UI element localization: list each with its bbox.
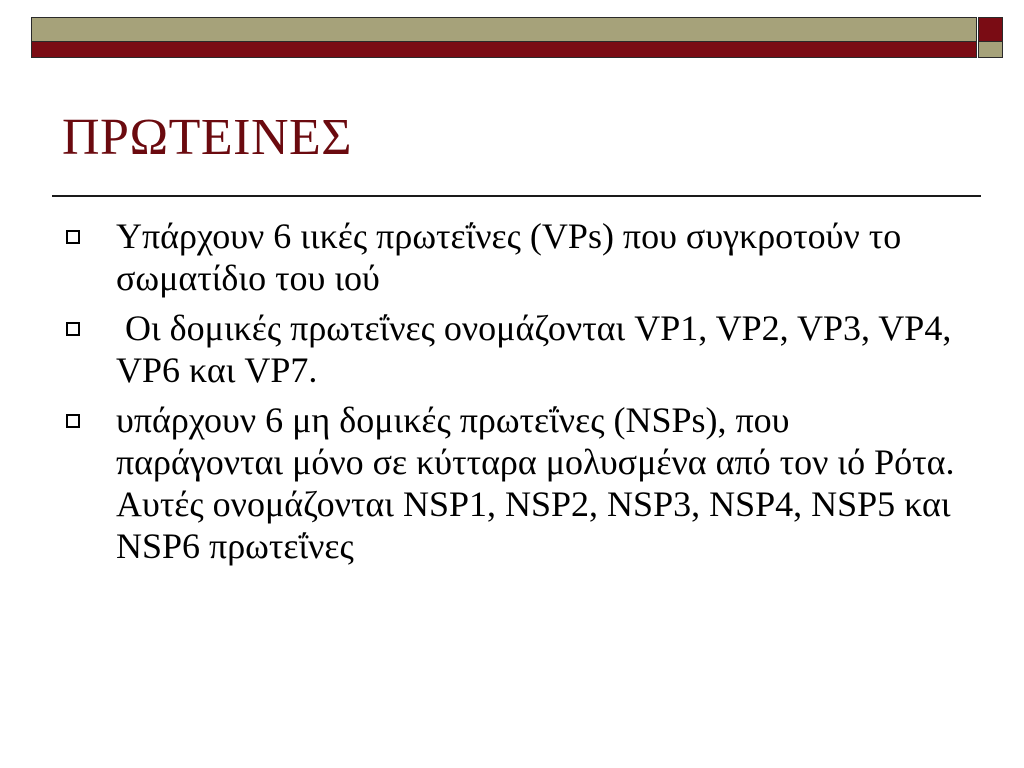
bullet-text: υπάρχουν 6 μη δομικές πρωτεΐνες (NSPs), που παράγονται μόνο σε κύτταρα μολυσμένα από τον ιό Ρότα. Αυτές ονομάζονται NSP1, NSP2, NSP3, NSP4, NSP5 και NSP6 πρωτεΐνες	[116, 400, 955, 566]
square-bullet-icon	[66, 230, 80, 244]
title-divider	[52, 195, 981, 197]
square-bullet-icon	[66, 414, 80, 428]
bullet-item	[62, 399, 962, 567]
bullet-item	[62, 307, 962, 391]
slide-title: ΠΡΩΤΕΙΝΕΣ	[62, 109, 353, 166]
bullet-text: Οι δομικές πρωτεΐνες ονομάζονται VP1, VP2, VP3, VP4, VP6 και VP7.	[116, 308, 960, 390]
square-bullet-icon	[66, 322, 80, 336]
top-bar-olive	[31, 17, 977, 42]
bullet-item	[62, 215, 962, 299]
corner-square-olive	[978, 42, 1003, 58]
bullet-list	[62, 215, 962, 575]
corner-square-red	[978, 17, 1003, 42]
top-bar-red	[31, 42, 977, 58]
bullet-text: Υπάρχουν 6 ιικές πρωτεΐνες (VPs) που συγκροτούν το σωματίδιο του ιού	[116, 216, 902, 298]
